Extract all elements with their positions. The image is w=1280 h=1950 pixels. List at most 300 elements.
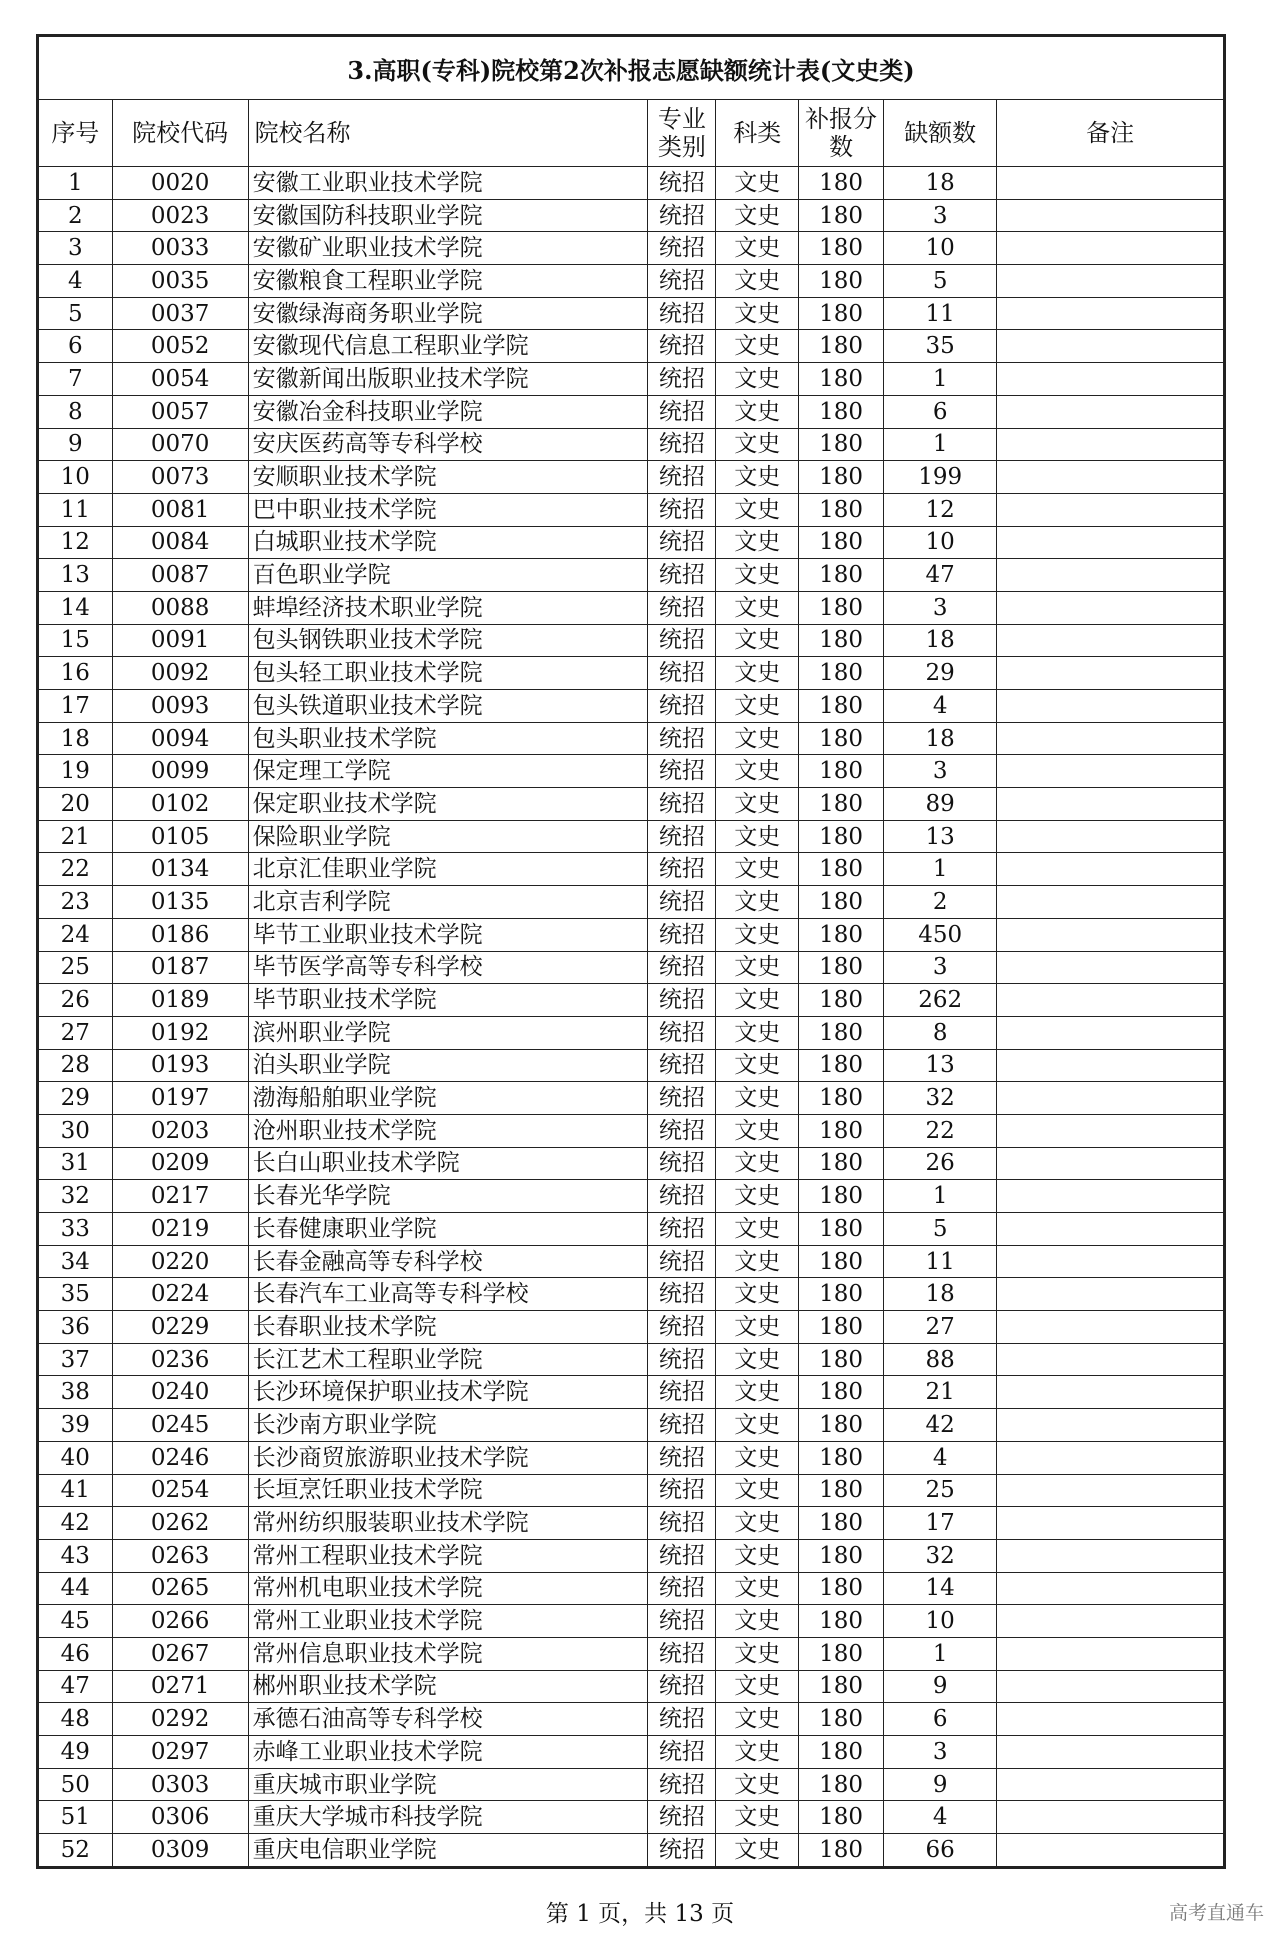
cell-major-type: 统招 [648, 493, 716, 526]
cell-name: 保险职业学院 [248, 820, 648, 853]
cell-seq: 31 [39, 1147, 113, 1180]
cell-score: 180 [799, 1507, 884, 1540]
cell-major-type: 统招 [648, 1441, 716, 1474]
cell-seq: 42 [39, 1507, 113, 1540]
table-row [39, 591, 1224, 624]
cell-code: 0224 [112, 1278, 248, 1311]
cell-shortfall: 3 [884, 591, 997, 624]
cell-name: 安徽绿海商务职业学院 [248, 297, 648, 330]
cell-name: 长垣烹饪职业技术学院 [248, 1474, 648, 1507]
cell-name: 安徽冶金科技职业学院 [248, 395, 648, 428]
cell-code: 0087 [112, 559, 248, 592]
cell-subject: 文史 [716, 1213, 799, 1246]
cell-code: 0246 [112, 1441, 248, 1474]
cell-shortfall: 13 [884, 820, 997, 853]
table-row [39, 624, 1224, 657]
cell-shortfall: 66 [884, 1834, 997, 1867]
cell-major-type: 统招 [648, 1049, 716, 1082]
cell-remarks [997, 1245, 1224, 1278]
cell-score: 180 [799, 1049, 884, 1082]
table-row [39, 1343, 1224, 1376]
cell-remarks [997, 1147, 1224, 1180]
cell-seq: 21 [39, 820, 113, 853]
cell-subject: 文史 [716, 1474, 799, 1507]
cell-name: 常州工程职业技术学院 [248, 1539, 648, 1572]
cell-remarks [997, 461, 1224, 494]
header-shortfall: 缺额数 [884, 100, 997, 167]
cell-subject: 文史 [716, 493, 799, 526]
cell-score: 180 [799, 1637, 884, 1670]
cell-seq: 40 [39, 1441, 113, 1474]
cell-score: 180 [799, 1114, 884, 1147]
header-code: 院校代码 [112, 100, 248, 167]
cell-seq: 51 [39, 1801, 113, 1834]
cell-score: 180 [799, 1213, 884, 1246]
cell-major-type: 统招 [648, 1376, 716, 1409]
cell-shortfall: 3 [884, 951, 997, 984]
cell-name: 安顺职业技术学院 [248, 461, 648, 494]
cell-seq: 52 [39, 1834, 113, 1867]
cell-seq: 27 [39, 1016, 113, 1049]
cell-major-type: 统招 [648, 1245, 716, 1278]
cell-code: 0271 [112, 1670, 248, 1703]
cell-code: 0309 [112, 1834, 248, 1867]
cell-remarks [997, 1670, 1224, 1703]
cell-score: 180 [799, 330, 884, 363]
cell-subject: 文史 [716, 1441, 799, 1474]
cell-major-type: 统招 [648, 984, 716, 1017]
cell-name: 安徽国防科技职业学院 [248, 199, 648, 232]
cell-shortfall: 32 [884, 1082, 997, 1115]
table-row [39, 461, 1224, 494]
cell-remarks [997, 1801, 1224, 1834]
watermark: 高考直通车 [1168, 1902, 1264, 1924]
cell-name: 包头钢铁职业技术学院 [248, 624, 648, 657]
cell-major-type: 统招 [648, 788, 716, 821]
cell-score: 180 [799, 1016, 884, 1049]
cell-name: 安徽矿业职业技术学院 [248, 232, 648, 265]
cell-remarks [997, 1180, 1224, 1213]
cell-code: 0094 [112, 722, 248, 755]
table-row [39, 788, 1224, 821]
cell-subject: 文史 [716, 1539, 799, 1572]
cell-code: 0052 [112, 330, 248, 363]
cell-code: 0102 [112, 788, 248, 821]
cell-subject: 文史 [716, 918, 799, 951]
cell-code: 0254 [112, 1474, 248, 1507]
cell-subject: 文史 [716, 657, 799, 690]
cell-subject: 文史 [716, 559, 799, 592]
cell-score: 180 [799, 1343, 884, 1376]
cell-shortfall: 26 [884, 1147, 997, 1180]
cell-subject: 文史 [716, 526, 799, 559]
document-title: 3.高职(专科)院校第2次补报志愿缺额统计表(文史类) [39, 37, 1224, 100]
cell-seq: 20 [39, 788, 113, 821]
cell-remarks [997, 690, 1224, 723]
cell-score: 180 [799, 167, 884, 200]
cell-seq: 28 [39, 1049, 113, 1082]
cell-name: 巴中职业技术学院 [248, 493, 648, 526]
cell-subject: 文史 [716, 1834, 799, 1867]
table-row [39, 297, 1224, 330]
cell-shortfall: 35 [884, 330, 997, 363]
cell-major-type: 统招 [648, 232, 716, 265]
cell-remarks [997, 591, 1224, 624]
cell-major-type: 统招 [648, 951, 716, 984]
cell-remarks [997, 167, 1224, 200]
cell-score: 180 [799, 1180, 884, 1213]
cell-remarks [997, 363, 1224, 396]
cell-name: 赤峰工业职业技术学院 [248, 1736, 648, 1769]
cell-major-type: 统招 [648, 624, 716, 657]
cell-score: 180 [799, 461, 884, 494]
cell-seq: 46 [39, 1637, 113, 1670]
cell-name: 常州纺织服装职业技术学院 [248, 1507, 648, 1540]
cell-remarks [997, 265, 1224, 298]
cell-seq: 49 [39, 1736, 113, 1769]
cell-shortfall: 6 [884, 1703, 997, 1736]
table-row [39, 1736, 1224, 1769]
cell-score: 180 [799, 984, 884, 1017]
cell-seq: 8 [39, 395, 113, 428]
cell-shortfall: 18 [884, 624, 997, 657]
cell-major-type: 统招 [648, 1082, 716, 1115]
table-row [39, 1245, 1224, 1278]
cell-name: 安徽新闻出版职业技术学院 [248, 363, 648, 396]
cell-shortfall: 9 [884, 1768, 997, 1801]
cell-major-type: 统招 [648, 363, 716, 396]
cell-remarks [997, 984, 1224, 1017]
cell-name: 泊头职业学院 [248, 1049, 648, 1082]
cell-shortfall: 47 [884, 559, 997, 592]
cell-score: 180 [799, 363, 884, 396]
cell-remarks [997, 395, 1224, 428]
cell-seq: 18 [39, 722, 113, 755]
cell-code: 0220 [112, 1245, 248, 1278]
cell-code: 0186 [112, 918, 248, 951]
table-row [39, 1834, 1224, 1867]
cell-subject: 文史 [716, 1768, 799, 1801]
cell-remarks [997, 951, 1224, 984]
cell-shortfall: 450 [884, 918, 997, 951]
cell-major-type: 统招 [648, 886, 716, 919]
cell-name: 安庆医药高等专科学校 [248, 428, 648, 461]
cell-major-type: 统招 [648, 167, 716, 200]
cell-remarks [997, 1213, 1224, 1246]
cell-score: 180 [799, 820, 884, 853]
cell-subject: 文史 [716, 1376, 799, 1409]
cell-name: 长沙环境保护职业技术学院 [248, 1376, 648, 1409]
cell-subject: 文史 [716, 1736, 799, 1769]
table-row [39, 1213, 1224, 1246]
cell-name: 沧州职业技术学院 [248, 1114, 648, 1147]
cell-seq: 17 [39, 690, 113, 723]
cell-subject: 文史 [716, 1801, 799, 1834]
cell-subject: 文史 [716, 461, 799, 494]
cell-major-type: 统招 [648, 1409, 716, 1442]
cell-subject: 文史 [716, 690, 799, 723]
cell-major-type: 统招 [648, 1016, 716, 1049]
cell-major-type: 统招 [648, 1474, 716, 1507]
cell-shortfall: 32 [884, 1539, 997, 1572]
cell-shortfall: 1 [884, 1180, 997, 1213]
cell-remarks [997, 1474, 1224, 1507]
cell-remarks [997, 428, 1224, 461]
cell-shortfall: 1 [884, 363, 997, 396]
cell-name: 蚌埠经济技术职业学院 [248, 591, 648, 624]
cell-shortfall: 5 [884, 1213, 997, 1246]
cell-remarks [997, 624, 1224, 657]
cell-score: 180 [799, 1147, 884, 1180]
cell-major-type: 统招 [648, 1507, 716, 1540]
cell-name: 长江艺术工程职业学院 [248, 1343, 648, 1376]
cell-score: 180 [799, 1736, 884, 1769]
table-row [39, 1016, 1224, 1049]
cell-seq: 14 [39, 591, 113, 624]
cell-score: 180 [799, 1703, 884, 1736]
cell-major-type: 统招 [648, 1670, 716, 1703]
cell-code: 0265 [112, 1572, 248, 1605]
cell-subject: 文史 [716, 755, 799, 788]
cell-remarks [997, 199, 1224, 232]
cell-code: 0292 [112, 1703, 248, 1736]
cell-name: 长春光华学院 [248, 1180, 648, 1213]
cell-name: 百色职业学院 [248, 559, 648, 592]
cell-seq: 48 [39, 1703, 113, 1736]
table-row [39, 1637, 1224, 1670]
cell-score: 180 [799, 232, 884, 265]
statistics-sheet [36, 34, 1226, 1869]
cell-shortfall: 88 [884, 1343, 997, 1376]
cell-score: 180 [799, 297, 884, 330]
table-row [39, 1703, 1224, 1736]
cell-subject: 文史 [716, 395, 799, 428]
cell-shortfall: 9 [884, 1670, 997, 1703]
cell-code: 0135 [112, 886, 248, 919]
cell-subject: 文史 [716, 1278, 799, 1311]
cell-subject: 文史 [716, 199, 799, 232]
cell-shortfall: 21 [884, 1376, 997, 1409]
cell-code: 0263 [112, 1539, 248, 1572]
cell-seq: 44 [39, 1572, 113, 1605]
cell-shortfall: 22 [884, 1114, 997, 1147]
cell-shortfall: 17 [884, 1507, 997, 1540]
table-row [39, 1539, 1224, 1572]
cell-major-type: 统招 [648, 199, 716, 232]
cell-seq: 38 [39, 1376, 113, 1409]
cell-score: 180 [799, 493, 884, 526]
cell-major-type: 统招 [648, 591, 716, 624]
header-major-type: 专业类别 [648, 100, 716, 167]
cell-major-type: 统招 [648, 1572, 716, 1605]
cell-code: 0037 [112, 297, 248, 330]
cell-shortfall: 3 [884, 199, 997, 232]
table-row [39, 886, 1224, 919]
cell-major-type: 统招 [648, 1637, 716, 1670]
cell-code: 0023 [112, 199, 248, 232]
cell-remarks [997, 918, 1224, 951]
cell-seq: 23 [39, 886, 113, 919]
cell-remarks [997, 1049, 1224, 1082]
cell-code: 0091 [112, 624, 248, 657]
cell-score: 180 [799, 1311, 884, 1344]
cell-subject: 文史 [716, 1245, 799, 1278]
cell-shortfall: 10 [884, 1605, 997, 1638]
cell-shortfall: 18 [884, 722, 997, 755]
cell-score: 180 [799, 1474, 884, 1507]
cell-major-type: 统招 [648, 559, 716, 592]
cell-seq: 2 [39, 199, 113, 232]
cell-shortfall: 29 [884, 657, 997, 690]
cell-code: 0229 [112, 1311, 248, 1344]
table-row [39, 199, 1224, 232]
cell-subject: 文史 [716, 1409, 799, 1442]
cell-score: 180 [799, 526, 884, 559]
cell-name: 重庆城市职业学院 [248, 1768, 648, 1801]
table-row [39, 1670, 1224, 1703]
cell-code: 0070 [112, 428, 248, 461]
cell-code: 0192 [112, 1016, 248, 1049]
cell-subject: 文史 [716, 984, 799, 1017]
cell-subject: 文史 [716, 1605, 799, 1638]
cell-remarks [997, 657, 1224, 690]
cell-shortfall: 12 [884, 493, 997, 526]
cell-code: 0092 [112, 657, 248, 690]
header-row [39, 100, 1224, 167]
table-row [39, 1049, 1224, 1082]
cell-name: 包头职业技术学院 [248, 722, 648, 755]
cell-remarks [997, 526, 1224, 559]
cell-shortfall: 11 [884, 297, 997, 330]
cell-seq: 22 [39, 853, 113, 886]
cell-subject: 文史 [716, 1180, 799, 1213]
cell-name: 安徽工业职业技术学院 [248, 167, 648, 200]
cell-remarks [997, 1834, 1224, 1867]
table-row [39, 526, 1224, 559]
cell-seq: 16 [39, 657, 113, 690]
cell-subject: 文史 [716, 886, 799, 919]
cell-remarks [997, 330, 1224, 363]
cell-name: 长沙商贸旅游职业技术学院 [248, 1441, 648, 1474]
cell-score: 180 [799, 1572, 884, 1605]
cell-seq: 43 [39, 1539, 113, 1572]
cell-major-type: 统招 [648, 722, 716, 755]
cell-seq: 4 [39, 265, 113, 298]
cell-name: 常州信息职业技术学院 [248, 1637, 648, 1670]
cell-code: 0303 [112, 1768, 248, 1801]
cell-remarks [997, 1016, 1224, 1049]
cell-seq: 13 [39, 559, 113, 592]
cell-code: 0306 [112, 1801, 248, 1834]
cell-score: 180 [799, 853, 884, 886]
page-footer: 第 1 页，共 13 页 [545, 1901, 735, 1927]
cell-score: 180 [799, 1605, 884, 1638]
table-row [39, 820, 1224, 853]
cell-code: 0099 [112, 755, 248, 788]
cell-code: 0209 [112, 1147, 248, 1180]
cell-code: 0236 [112, 1343, 248, 1376]
table-row [39, 657, 1224, 690]
cell-subject: 文史 [716, 788, 799, 821]
cell-remarks [997, 1114, 1224, 1147]
cell-major-type: 统招 [648, 1703, 716, 1736]
cell-seq: 24 [39, 918, 113, 951]
cell-name: 北京汇佳职业学院 [248, 853, 648, 886]
cell-remarks [997, 1703, 1224, 1736]
cell-name: 保定理工学院 [248, 755, 648, 788]
header-subject: 科类 [716, 100, 799, 167]
cell-shortfall: 4 [884, 1801, 997, 1834]
cell-remarks [997, 1637, 1224, 1670]
table-row [39, 918, 1224, 951]
cell-remarks [997, 1311, 1224, 1344]
cell-remarks [997, 1441, 1224, 1474]
table-row [39, 493, 1224, 526]
cell-shortfall: 6 [884, 395, 997, 428]
cell-name: 长春汽车工业高等专科学校 [248, 1278, 648, 1311]
cell-shortfall: 5 [884, 265, 997, 298]
cell-shortfall: 10 [884, 526, 997, 559]
cell-major-type: 统招 [648, 820, 716, 853]
cell-seq: 5 [39, 297, 113, 330]
cell-shortfall: 13 [884, 1049, 997, 1082]
cell-subject: 文史 [716, 1016, 799, 1049]
cell-remarks [997, 1736, 1224, 1769]
cell-code: 0245 [112, 1409, 248, 1442]
table-row [39, 559, 1224, 592]
cell-code: 0054 [112, 363, 248, 396]
cell-score: 180 [799, 1670, 884, 1703]
cell-seq: 12 [39, 526, 113, 559]
cell-name: 长春职业技术学院 [248, 1311, 648, 1344]
cell-score: 180 [799, 918, 884, 951]
cell-subject: 文史 [716, 591, 799, 624]
cell-code: 0084 [112, 526, 248, 559]
cell-remarks [997, 1605, 1224, 1638]
header-seq: 序号 [39, 100, 113, 167]
header-name: 院校名称 [248, 100, 648, 167]
cell-subject: 文史 [716, 1637, 799, 1670]
cell-remarks [997, 1507, 1224, 1540]
cell-code: 0193 [112, 1049, 248, 1082]
cell-shortfall: 3 [884, 755, 997, 788]
cell-shortfall: 11 [884, 1245, 997, 1278]
cell-seq: 25 [39, 951, 113, 984]
cell-score: 180 [799, 1409, 884, 1442]
cell-major-type: 统招 [648, 297, 716, 330]
cell-name: 白城职业技术学院 [248, 526, 648, 559]
cell-shortfall: 199 [884, 461, 997, 494]
table-row [39, 853, 1224, 886]
cell-code: 0033 [112, 232, 248, 265]
cell-code: 0187 [112, 951, 248, 984]
cell-remarks [997, 788, 1224, 821]
cell-subject: 文史 [716, 1082, 799, 1115]
table-row [39, 1311, 1224, 1344]
cell-name: 长沙南方职业学院 [248, 1409, 648, 1442]
cell-name: 包头铁道职业技术学院 [248, 690, 648, 723]
table-row [39, 363, 1224, 396]
cell-seq: 35 [39, 1278, 113, 1311]
cell-major-type: 统招 [648, 395, 716, 428]
cell-subject: 文史 [716, 1311, 799, 1344]
cell-score: 180 [799, 1245, 884, 1278]
cell-subject: 文史 [716, 265, 799, 298]
cell-subject: 文史 [716, 951, 799, 984]
cell-subject: 文史 [716, 330, 799, 363]
cell-major-type: 统招 [648, 461, 716, 494]
cell-remarks [997, 1278, 1224, 1311]
